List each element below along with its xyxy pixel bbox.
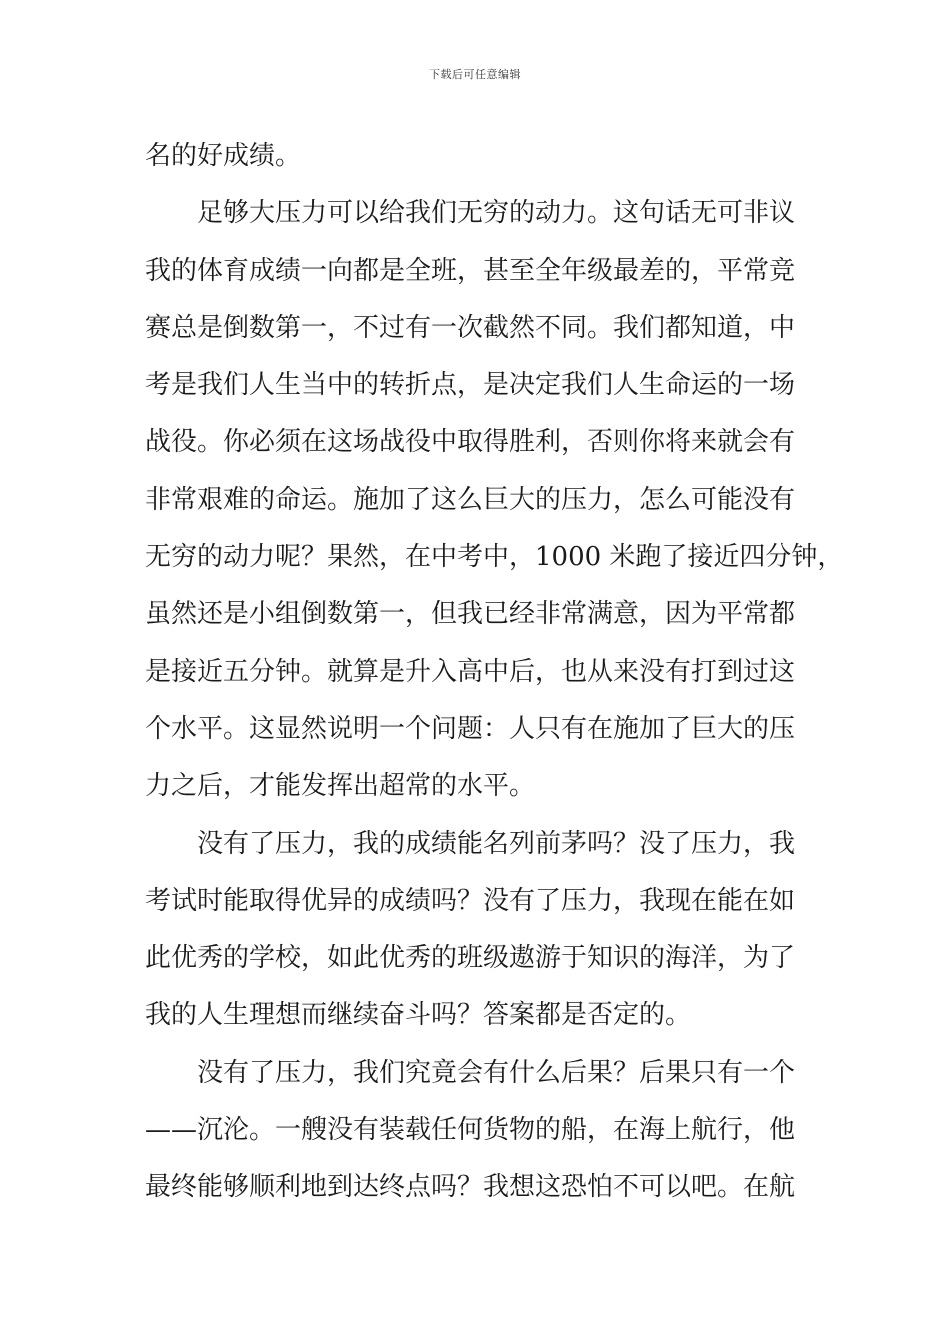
page-header: 下载后可任意编辑	[429, 68, 521, 81]
text-line: 考是我们人生当中的转折点，是决定我们人生命运的一场	[145, 370, 796, 401]
text-line: 此优秀的学校，如此优秀的班级遨游于知识的海洋，为了	[145, 943, 796, 974]
document-body	[145, 128, 844, 1217]
text-line: 无穷的动力呢？果然，在中考中，1000 米跑了接近四分钟，	[145, 542, 844, 573]
text-line: 足够大压力可以给我们无穷的动力。这句话无可非议	[197, 198, 796, 229]
text-line: 我的人生理想而继续奋斗吗？答案都是否定的。	[145, 1000, 692, 1031]
text-line: 没有了压力，我们究竟会有什么后果？后果只有一个	[197, 1057, 796, 1088]
text-line: 我的体育成绩一向都是全班，甚至全年级最差的，平常竞	[145, 255, 796, 286]
text-line: 个水平。这显然说明一个问题：人只有在施加了巨大的压	[145, 713, 796, 744]
text-line: 名的好成绩。	[145, 141, 302, 171]
text-line: 考试时能取得优异的成绩吗？没有了压力，我现在能在如	[145, 885, 796, 916]
text-line: 没有了压力，我的成绩能名列前茅吗？没了压力，我	[197, 828, 796, 859]
text-line: 最终能够顺利地到达终点吗？我想这恐怕不可以吧。在航	[145, 1172, 796, 1203]
text-line: 战役。你必须在这场战役中取得胜利，否则你将来就会有	[145, 427, 796, 458]
text-line: ——沉沦。一艘没有装载任何货物的船，在海上航行，他	[145, 1115, 796, 1146]
text-line: 力之后，才能发挥出超常的水平。	[145, 771, 536, 802]
text-line: 赛总是倒数第一，不过有一次截然不同。我们都知道，中	[145, 312, 796, 343]
text-line: 虽然还是小组倒数第一，但我已经非常满意，因为平常都	[145, 599, 796, 630]
text-line: 是接近五分钟。就算是升入高中后，也从来没有打到过这	[145, 656, 796, 687]
text-line: 非常艰难的命运。施加了这么巨大的压力，怎么可能没有	[145, 484, 796, 515]
